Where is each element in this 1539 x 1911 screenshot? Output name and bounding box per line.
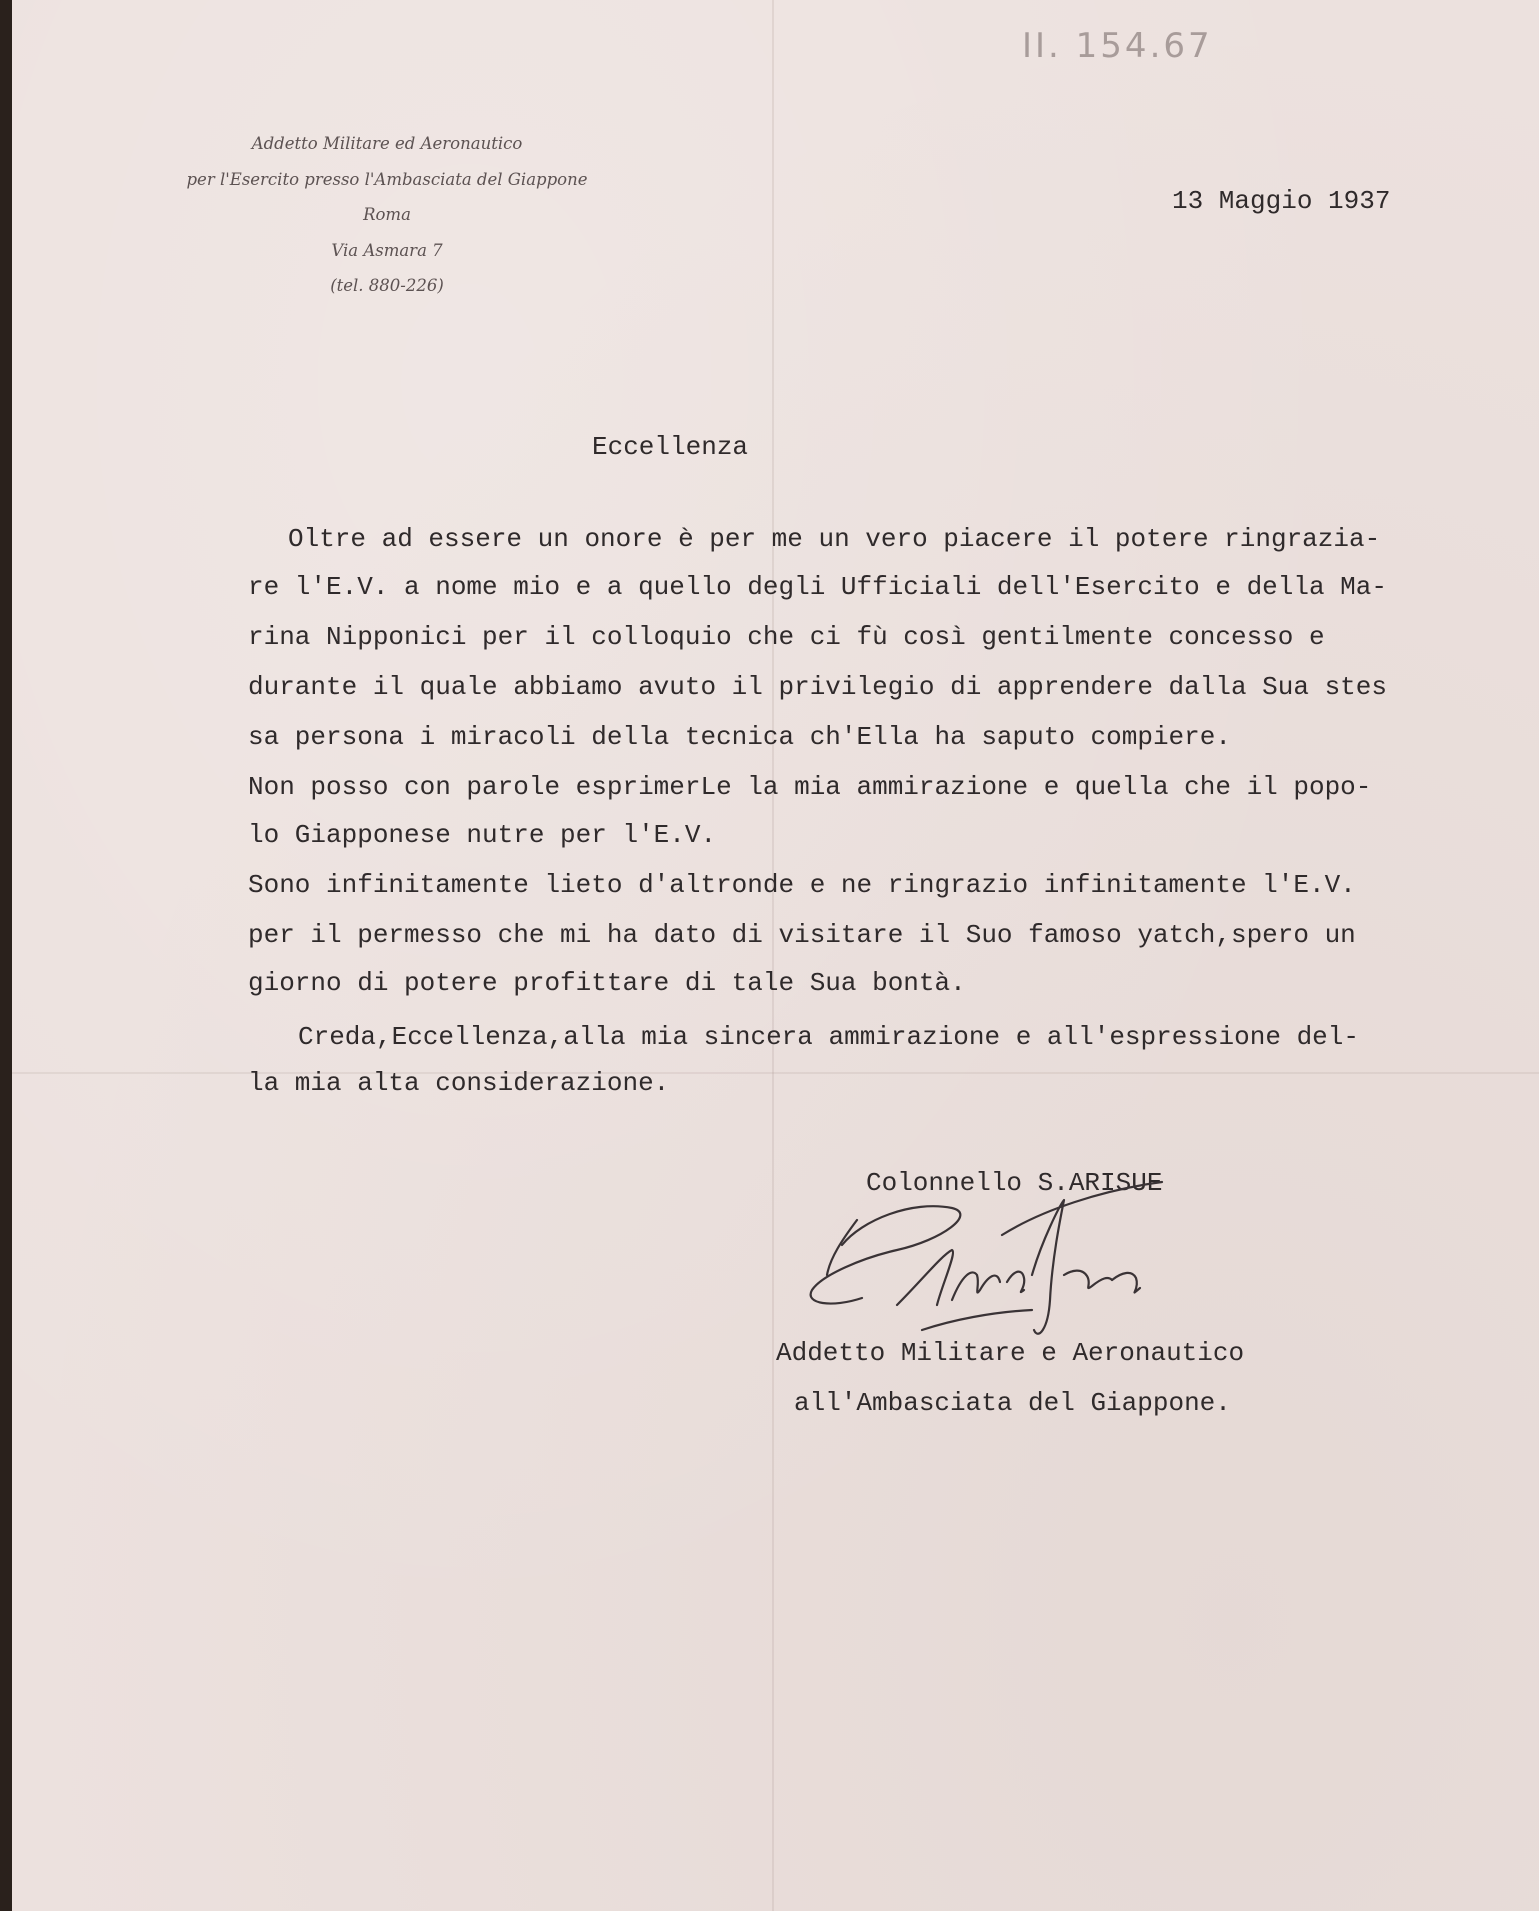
signatory-name: Colonnello S.ARISUE: [866, 1168, 1163, 1198]
paper-fold-horizontal: [12, 1072, 1539, 1074]
letter-date: 13 Maggio 1937: [1172, 186, 1391, 216]
paper-fold-vertical: [772, 0, 774, 1911]
letterhead-address: Via Asmara 7: [331, 240, 443, 260]
signatory-title: Addetto Militare e Aeronautico: [776, 1338, 1245, 1368]
salutation: Eccellenza: [592, 432, 749, 462]
letterhead-phone: (tel. 880-226): [330, 276, 444, 295]
body-line: Oltre ad essere un onore è per me un vero piacere il potere ringrazia-: [288, 524, 1381, 554]
letterhead: [122, 126, 652, 304]
body-line: Creda,Eccellenza,alla mia sincera ammirazione e all'espressione del-: [298, 1022, 1359, 1052]
body-line: giorno di potere profittare di tale Sua bontà.: [248, 968, 966, 998]
letterhead-office: Addetto Militare ed Aeronautico: [251, 134, 523, 153]
body-line: Sono infinitamente lieto d'altronde e ne ringrazio infinitamente l'E.V.: [248, 870, 1356, 900]
body-line: sa persona i miracoli della tecnica ch'Ella ha saputo compiere.: [248, 722, 1231, 752]
body-line: durante il quale abbiamo avuto il privilegio di apprendere dalla Sua stes: [248, 672, 1387, 702]
body-line: rina Nipponici per il colloquio che ci fù così gentilmente concesso e: [248, 622, 1325, 652]
body-line: lo Giapponese nutre per l'E.V.: [248, 820, 717, 850]
signatory-embassy: all'Ambasciata del Giappone.: [794, 1388, 1231, 1418]
letter-sheet: [12, 0, 1539, 1911]
archive-number: II. 154.67: [1022, 26, 1213, 66]
body-line: Non posso con parole esprimerLe la mia ammirazione e quella che il popo-: [248, 772, 1372, 802]
body-line: per il permesso che mi ha dato di visitare il Suo famoso yatch,spero un: [248, 920, 1356, 950]
handwritten-signature: [802, 1180, 1232, 1350]
body-line: re l'E.V. a nome mio e a quello degli Ufficiali dell'Esercito e della Ma-: [248, 572, 1387, 602]
body-line: la mia alta considerazione.: [248, 1068, 670, 1098]
letterhead-embassy: per l'Esercito presso l'Ambasciata del Giappone: [186, 169, 588, 189]
letterhead-city: Roma: [363, 205, 411, 224]
